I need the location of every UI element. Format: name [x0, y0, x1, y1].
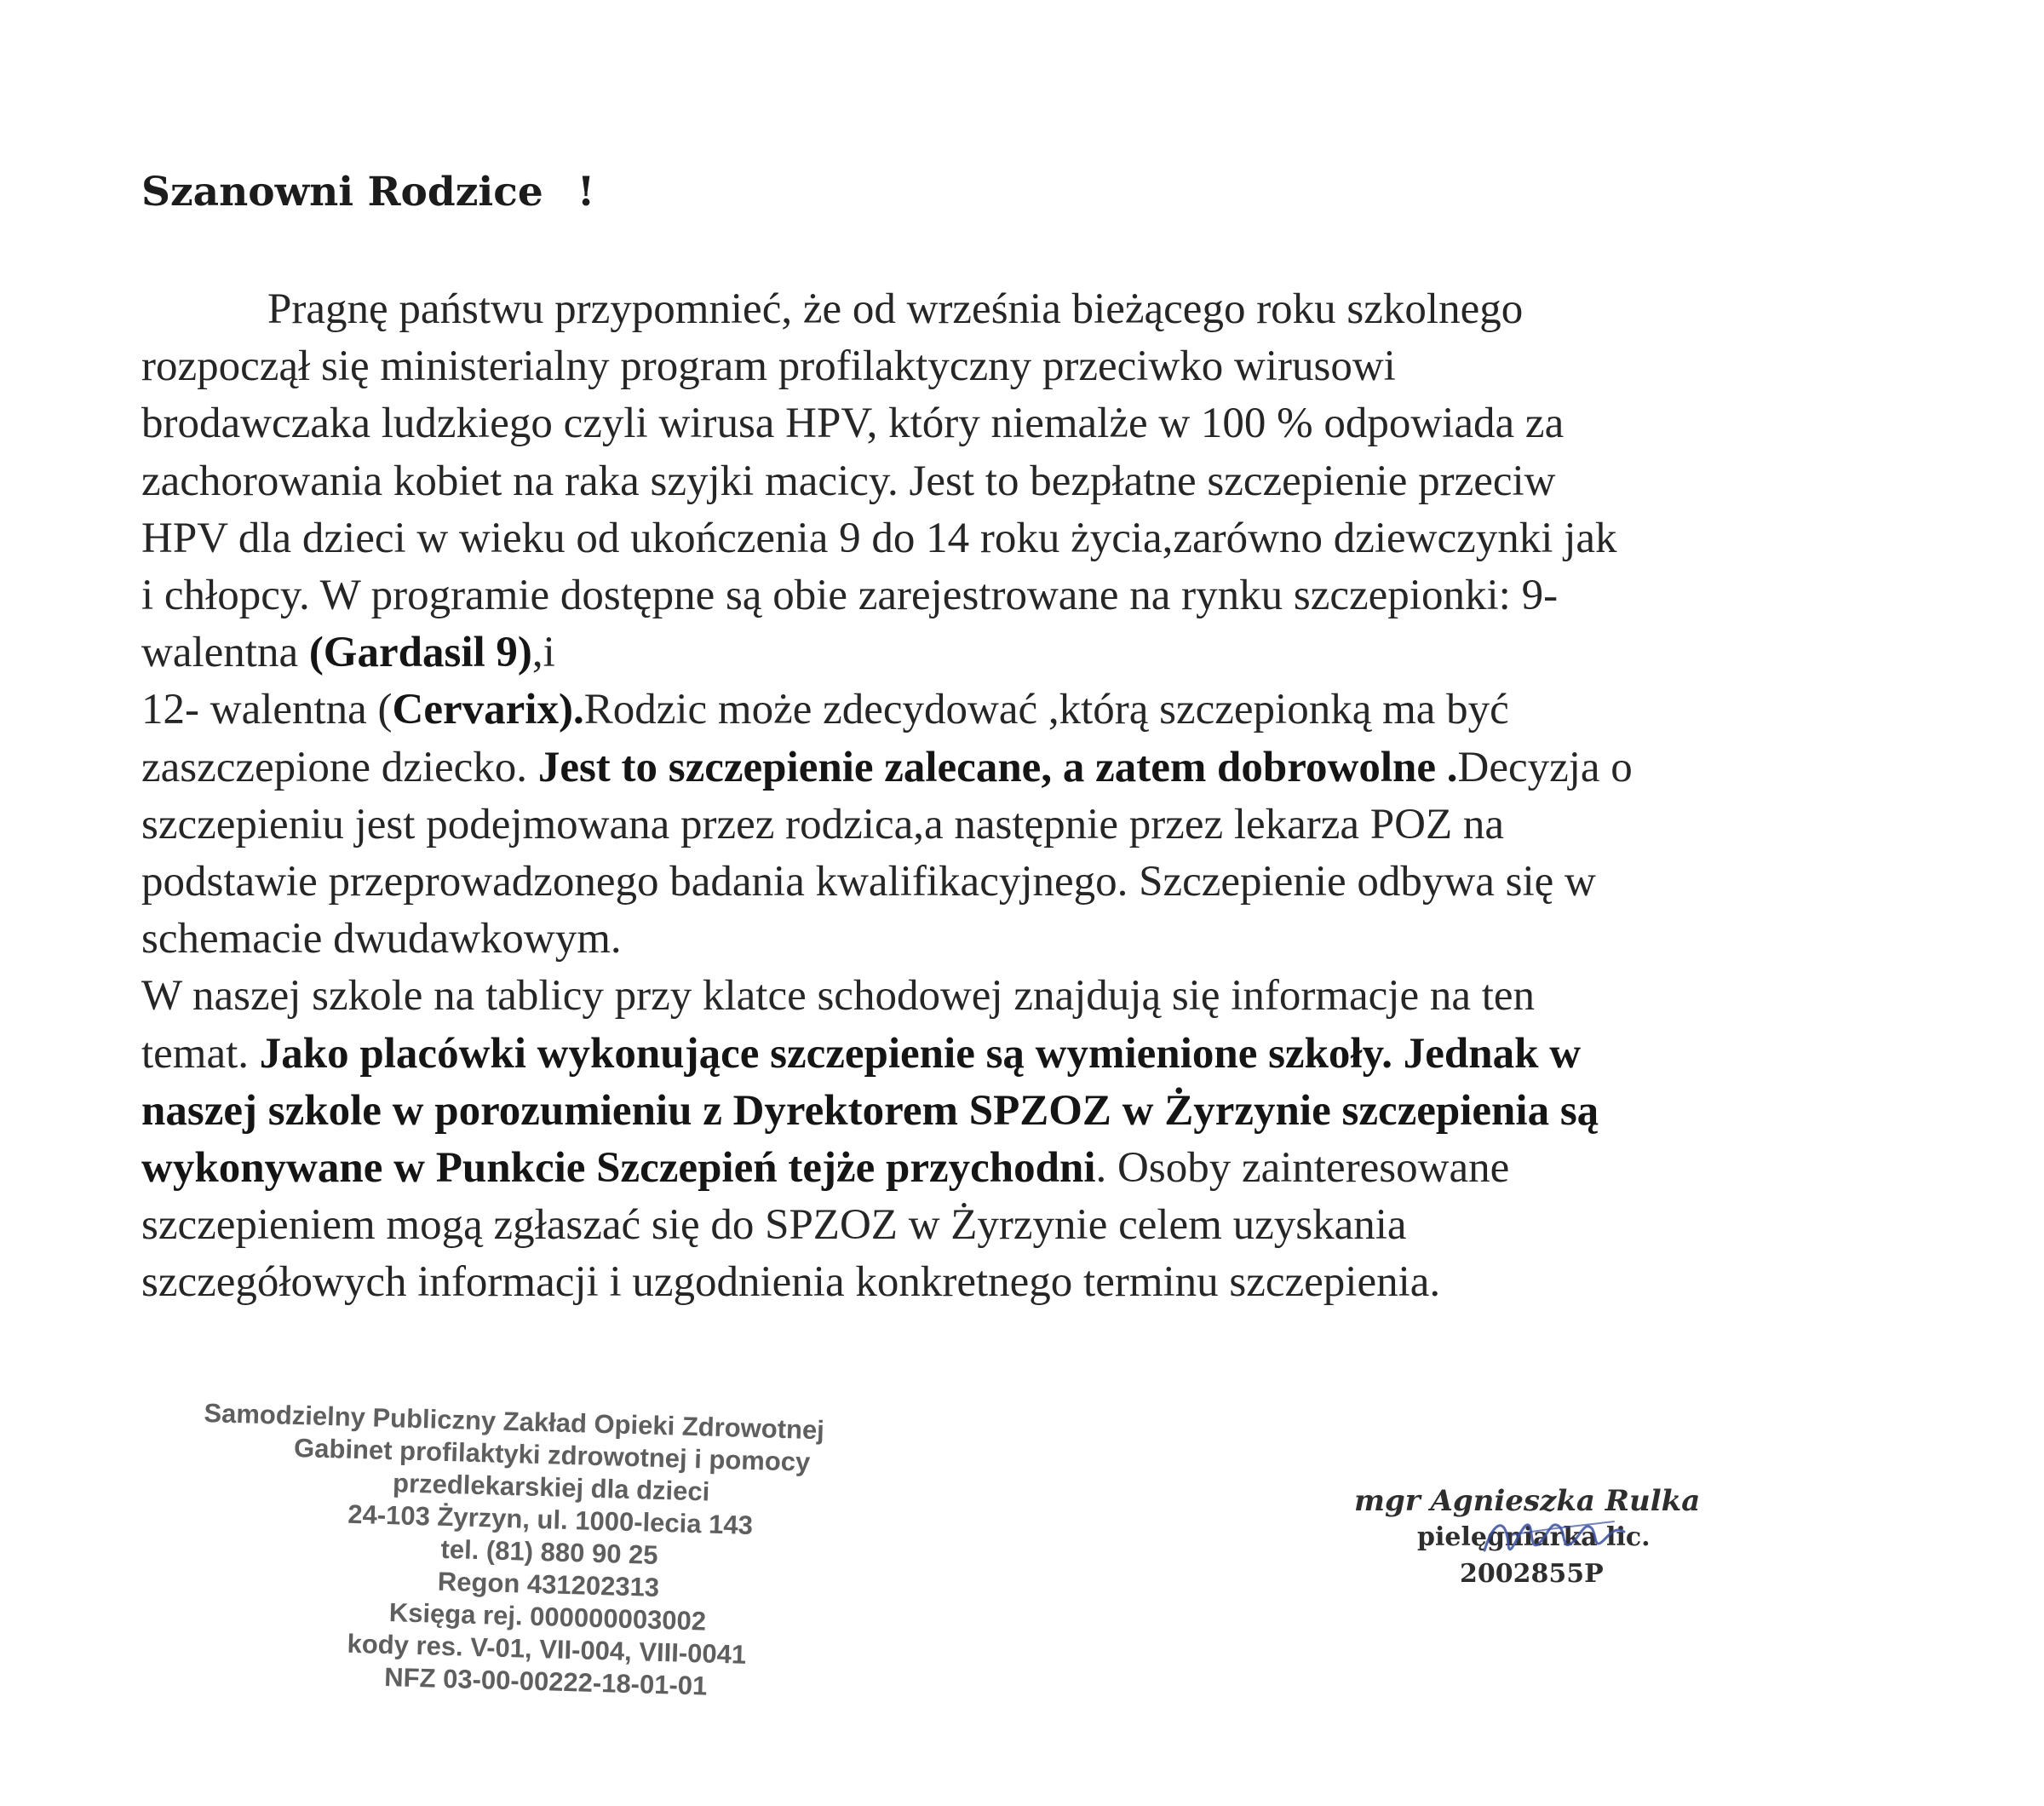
stamp-line: Księga rej. 000000003002 [388, 1597, 707, 1636]
stamp-line: kody res. V-01, VII-004, VIII-0041 [347, 1628, 747, 1670]
letter-line [141, 682, 1913, 739]
handwritten-signature-icon [1478, 1501, 1631, 1569]
signer-role: pielęgniarka lic. [1417, 1522, 1651, 1552]
bold-text-segment: wykonywane w Punkcie Szczepień tejże przychodni [141, 1144, 1096, 1193]
stamp-line: 24-103 Żyrzyn, ul. 1000-lecia 143 [347, 1498, 754, 1541]
bold-text-segment: Jako placówki wykonujące szczepienie są wymienione szkoły. Jednak w [259, 1029, 1582, 1078]
text-segment: 12- walentna ( [141, 686, 393, 734]
letter-body [141, 281, 1913, 1312]
stamp-line: Gabinet profilaktyki zdrowotnej i pomocy [293, 1432, 811, 1477]
institution-stamp [196, 1397, 902, 1708]
letter-line [141, 624, 1913, 682]
text-segment: brodawczaka ludzkiego czyli wirusa HPV, który niemalże w 100 % odpowiada za [141, 400, 1565, 448]
bold-text-segment: Jest to szczepienie zalecane, a zatem dobrowolne . [537, 743, 1458, 791]
letter-line [141, 911, 1913, 968]
stamp-line: Regon 431202313 [437, 1566, 660, 1602]
text-segment: Rodzic może zdecydować ,którą szczepionką ma być [583, 686, 1509, 734]
stamp-line: przedlekarskiej dla dzieci [392, 1468, 710, 1507]
stamp-line: Samodzielny Publiczny Zakład Opieki Zdrowotnej [203, 1397, 825, 1446]
letter-line [141, 739, 1913, 797]
letter-line [141, 453, 1913, 510]
letter-line [141, 797, 1913, 854]
text-segment: walentna [141, 629, 309, 677]
letter-greeting [141, 167, 594, 218]
bold-text-segment: naszej szkole w porozumieniu z Dyrektorem SPZOZ w Żyrzynie szczepienia są [141, 1086, 1599, 1135]
text-segment: szczegółowych informacji i uzgodnienia konkretnego terminu szczepienia. [141, 1258, 1441, 1307]
letter-line [141, 510, 1913, 567]
text-segment: Decyzja o [1457, 743, 1633, 791]
letter-line [141, 567, 1913, 624]
letter-line [141, 338, 1913, 395]
stamp-line: NFZ 03-00-00222-18-01-01 [383, 1662, 708, 1701]
letter-line [141, 281, 1913, 338]
text-segment: szczepieniu jest podejmowana przez rodzica,a następnie przez lekarza POZ na [141, 800, 1505, 848]
letter-line [141, 1026, 1913, 1083]
text-segment: temat. [141, 1029, 260, 1078]
letter-line [141, 1140, 1913, 1197]
bold-text-segment: Cervarix). [392, 686, 584, 734]
letter-line [141, 968, 1913, 1025]
greeting-text: Szanowni Rodzice [141, 169, 543, 216]
stamp-line: tel. (81) 880 90 25 [440, 1533, 659, 1570]
bold-text-segment: (Gardasil 9) [308, 629, 532, 677]
text-segment: . Osoby zainteresowane [1095, 1144, 1510, 1193]
text-segment: i chłopcy. W programie dostępne są obie zarejestrowane na rynku szczepionki: 9- [141, 572, 1559, 620]
signer-license-number: 2002855P [1460, 1559, 1604, 1589]
signer-name: mgr Agnieszka Rulka [1354, 1484, 1701, 1518]
letter-line [141, 1197, 1913, 1254]
text-segment: podstawie przeprowadzonego badania kwalifikacyjnego. Szczepienie odbywa się w [141, 858, 1596, 906]
greeting-exclamation: ! [577, 169, 595, 216]
text-segment: schemacie dwudawkowym. [141, 915, 622, 963]
text-segment: rozpoczął się ministerialny program profilaktyczny przeciwko wirusowi [141, 342, 1396, 391]
text-segment: ,i [531, 629, 555, 677]
letter-line [141, 854, 1913, 911]
letter-line [141, 395, 1913, 452]
letter-line [141, 1083, 1913, 1140]
text-segment: W naszej szkole na tablicy przy klatce schodowej znajdują się informacje na ten [141, 972, 1536, 1021]
text-segment: szczepieniem mogą zgłaszać się do SPZOZ w Żyrzynie celem uzyskania [141, 1201, 1407, 1250]
letter-line [141, 1254, 1913, 1311]
text-segment: zaszczepione dziecko. [141, 743, 538, 791]
text-segment: zachorowania kobiet na raka szyjki macicy. Jest to bezpłatne szczepienie przeciw [141, 457, 1556, 505]
text-segment: Pragnę państwu przypomnieć, że od września bieżącego roku szkolnego [267, 285, 1524, 333]
text-segment: HPV dla dzieci w wieku od ukończenia 9 do 14 roku życia,zarówno dziewczynki jak [141, 514, 1617, 562]
